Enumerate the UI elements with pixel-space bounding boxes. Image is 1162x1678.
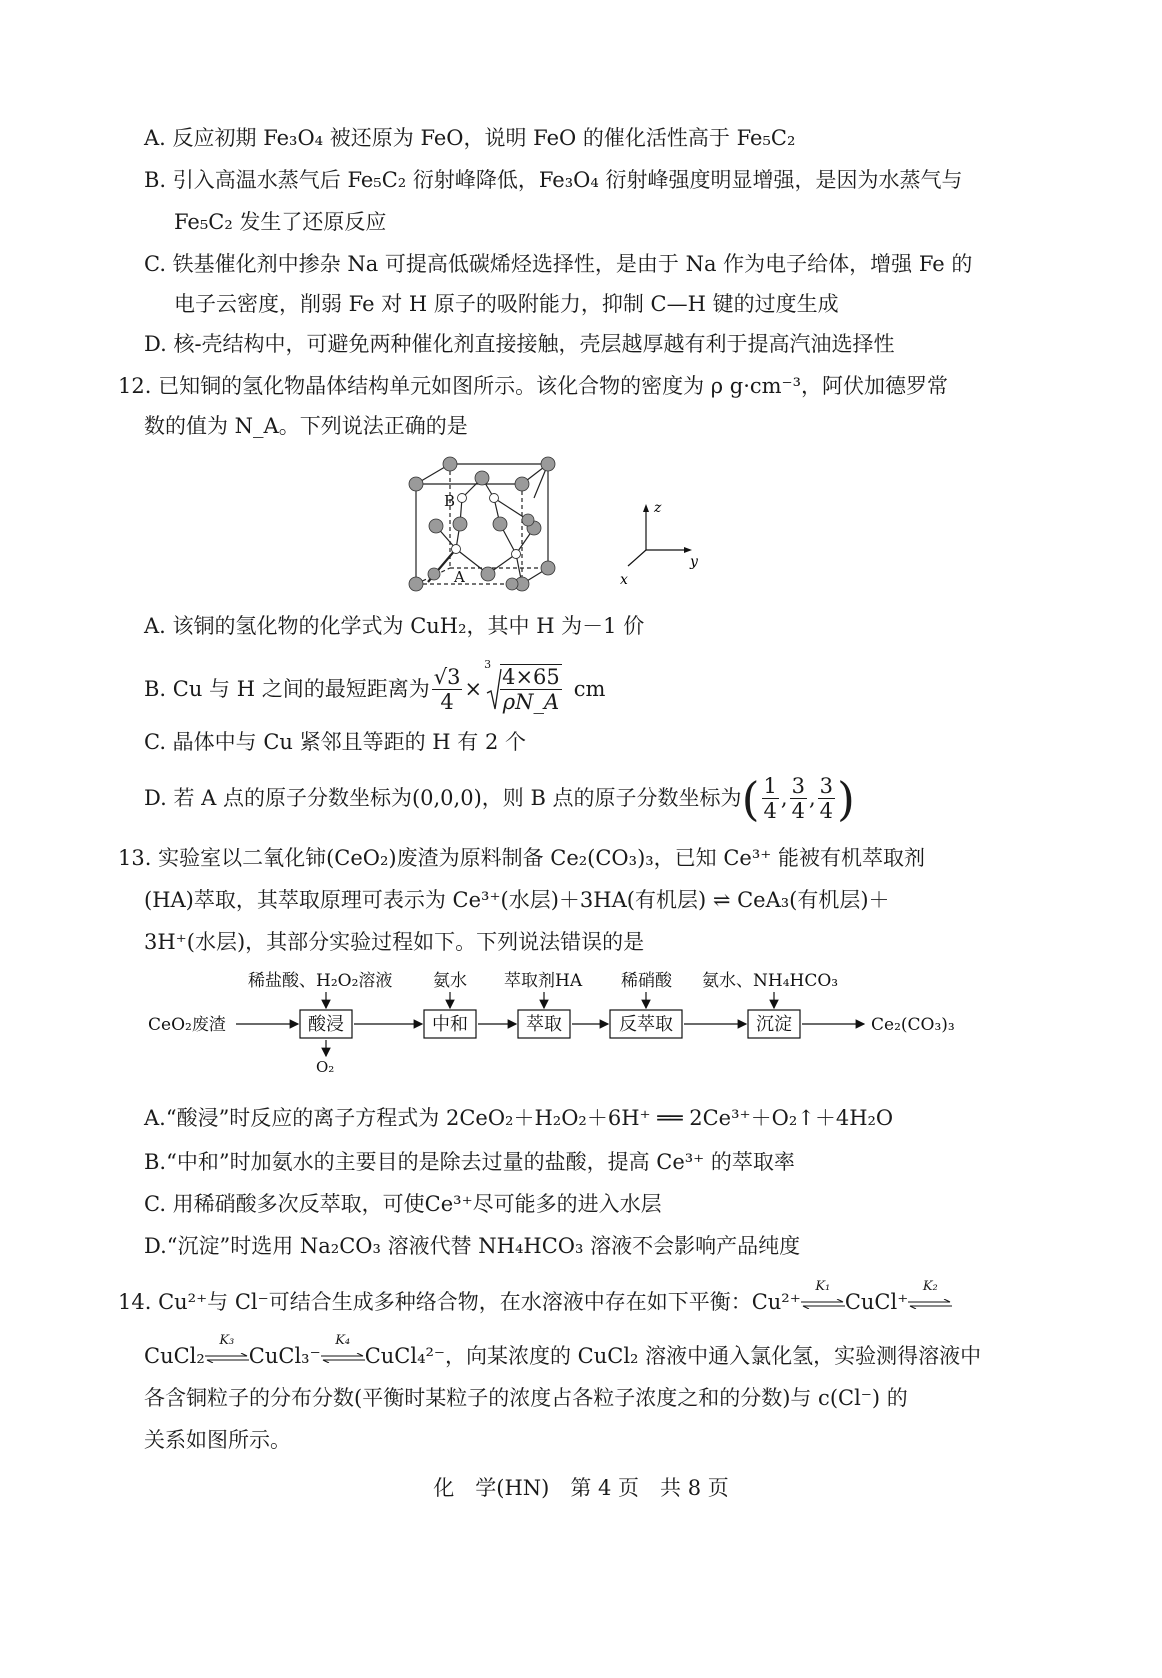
q12-option-d: D. 若 A 点的原子分数坐标为(0,0,0)，则 B 点的原子分数坐标为 ( $\frac{1}{4}$ , $\frac{3}{4}$ , $\frac{3}{4}$ )	[144, 771, 855, 826]
axis-z-label: z	[654, 500, 662, 516]
q11-option-c-line1: C. 铁基催化剂中掺杂 Na 可提高低碳烯烃选择性，是由于 Na 作为电子给体，增强 Fe 的	[144, 252, 973, 276]
label-a: A	[454, 568, 465, 586]
root-denominator: ρN_A	[502, 690, 560, 715]
equilibrium-arrow-k4: K₄	[321, 1347, 365, 1367]
label-b: B	[444, 492, 456, 510]
q14-stem-line4: 关系如图所示。	[144, 1428, 291, 1452]
q12-option-a: A. 该铜的氢化物的化学式为 CuH₂，其中 H 为－1 价	[144, 614, 645, 638]
reagent-3: 萃取剂HA	[504, 971, 583, 991]
step-acid-leach: 酸浸	[308, 1014, 344, 1035]
q14-stem-line3: 各含铜粒子的分布分数(平衡时某粒子的浓度占各粒子浓度之和的分数)与 c(Cl⁻) 的	[144, 1386, 908, 1410]
q12-option-b-prefix: B. Cu 与 H 之间的最短距离为	[144, 676, 430, 701]
q14-stem-line2-a: CuCl₂	[144, 1344, 205, 1368]
q12-option-d-prefix: D. 若 A 点的原子分数坐标为(0,0,0)，则 B 点的原子分数坐标为	[144, 786, 742, 811]
reagent-2: 氨水	[433, 971, 467, 991]
q13-option-c: C. 用稀硝酸多次反萃取，可使Ce³⁺尽可能多的进入水层	[144, 1192, 662, 1216]
step-precipitate: 沉淀	[756, 1014, 792, 1035]
q11-option-d: D. 核-壳结构中，可避免两种催化剂直接接触，壳层越厚越有利于提高汽油选择性	[144, 332, 895, 356]
step-neutralize: 中和	[432, 1014, 468, 1035]
axis-y-label: y	[690, 554, 698, 570]
q14-stem-line2	[144, 1332, 982, 1369]
q14-stem-line1-b: CuCl⁺	[844, 1290, 909, 1314]
crystal-cell-figure	[400, 454, 720, 600]
fraction-denominator: 4	[440, 689, 454, 714]
cube-root	[484, 658, 564, 715]
q13-stem-line3: 3H⁺(水层)，其部分实验过程如下。下列说法错误的是	[144, 930, 645, 954]
unit-cm: cm	[573, 676, 606, 701]
times-sign: ×	[464, 676, 483, 701]
q12-stem-line1: 12. 已知铜的氢化物晶体结构单元如图所示。该化合物的密度为 ρ g·cm⁻³，阿伏加德罗常	[118, 374, 949, 398]
q13-option-d: D.“沉淀”时选用 Na₂CO₃ 溶液代替 NH₄HCO₃ 溶液不会影响产品纯度	[144, 1234, 801, 1258]
right-paren: )	[837, 771, 855, 826]
q13-stem-line2: (HA)萃取，其萃取原理可表示为 Ce³⁺(水层)＋3HA(有机层) ⇌ CeA₃(有机层)＋	[144, 888, 890, 912]
reagent-5: 氨水、NH₄HCO₃	[702, 971, 839, 991]
reagent-1: 稀盐酸、H₂O₂溶液	[248, 971, 393, 991]
left-paren: (	[741, 771, 760, 826]
step-extract: 萃取	[526, 1014, 562, 1035]
q11-option-b-line1: B. 引入高温水蒸气后 Fe₅C₂ 衍射峰降低，Fe₃O₄ 衍射峰强度明显增强，是因为水蒸气与	[144, 168, 963, 192]
q13-option-b: B.“中和”时加氨水的主要目的是除去过量的盐酸，提高 Ce³⁺ 的萃取率	[144, 1150, 795, 1174]
coord-x: $\frac{1}{4}$	[763, 774, 777, 824]
fraction-numerator: √3	[433, 664, 461, 689]
equilibrium-arrow-k3: K₃	[205, 1347, 249, 1367]
byproduct-o2: O₂	[316, 1058, 335, 1076]
q13-stem-line1: 13. 实验室以二氧化铈(CeO₂)废渣为原料制备 Ce₂(CO₃)₃，已知 Ce³⁺ 能被有机萃取剂	[118, 846, 926, 870]
coord-y: $\frac{3}{4}$	[791, 774, 805, 824]
root-fraction	[500, 664, 562, 714]
q14-stem-line1-a: 14. Cu²⁺与 Cl⁻可结合生成多种络合物，在水溶液中存在如下平衡：Cu²⁺	[118, 1290, 801, 1314]
q13-option-a: A.“酸浸”时反应的离子方程式为 2CeO₂＋H₂O₂＋6H⁺ ══ 2Ce³⁺＋O₂↑＋4H₂O	[144, 1106, 894, 1130]
process-flowchart	[140, 964, 1000, 1084]
q14-stem-line1	[118, 1278, 952, 1315]
q12-option-c: C. 晶体中与 Cu 紧邻且等距的 H 有 2 个	[144, 730, 526, 754]
q12-stem-line2: 数的值为 N_A。下列说法正确的是	[144, 414, 468, 438]
root-numerator: 4×65	[502, 665, 560, 689]
root-index: 3	[484, 658, 492, 671]
q14-stem-line2-b: CuCl₃⁻	[248, 1344, 321, 1368]
q11-option-c-line2: 电子云密度，削弱 Fe 对 H 原子的吸附能力，抑制 C—H 键的过度生成	[174, 292, 839, 316]
flow-end: Ce₂(CO₃)₃	[871, 1015, 955, 1035]
equilibrium-arrow-k2: K₂	[908, 1293, 952, 1313]
q11-option-a: A. 反应初期 Fe₃O₄ 被还原为 FeO，说明 FeO 的催化活性高于 Fe₅C₂	[144, 126, 796, 150]
q11-option-b-line2: Fe₅C₂ 发生了还原反应	[174, 210, 387, 234]
q14-stem-line2-c: CuCl₄²⁻，向某浓度的 CuCl₂ 溶液中通入氯化氢，实验测得溶液中	[364, 1344, 982, 1368]
q12-option-b-fraction	[432, 665, 463, 714]
equilibrium-arrow-k1: K₁	[801, 1293, 845, 1313]
q12-option-b	[144, 658, 606, 715]
step-back-extract: 反萃取	[619, 1014, 673, 1035]
reagent-4: 稀硝酸	[621, 971, 672, 991]
axis-x-label: x	[620, 572, 628, 588]
page-footer: 化 学(HN) 第 4 页 共 8 页	[433, 1476, 729, 1500]
flow-start: CeO₂废渣	[148, 1015, 226, 1035]
coord-z: $\frac{3}{4}$	[819, 774, 834, 824]
